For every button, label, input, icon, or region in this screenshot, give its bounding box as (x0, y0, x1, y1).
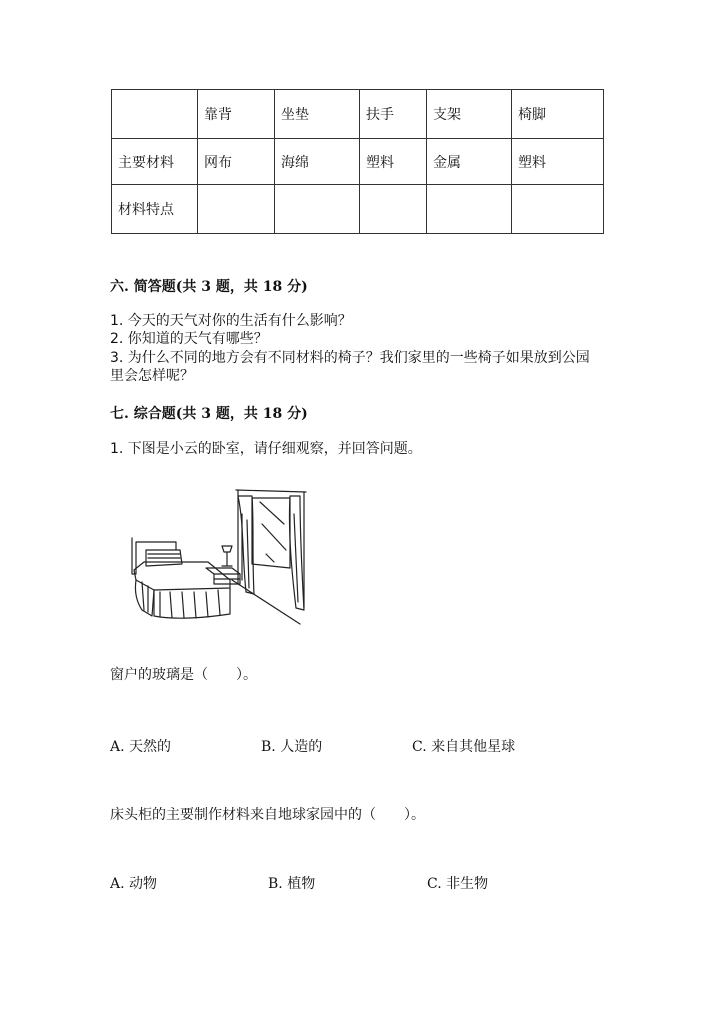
section7-title: 七. 综合题(共 3 题，共 18 分) (110, 406, 308, 422)
question-window-glass: 窗户的玻璃是（ ）。 (110, 667, 257, 683)
table-cell: 海绵 (275, 139, 360, 185)
row-label: 主要材料 (112, 139, 198, 185)
section6-question: 3. 为什么不同的地方会有不同材料的椅子？我们家里的一些椅子如果放到公园 (110, 350, 590, 366)
table-header-cell: 扶手 (360, 90, 427, 139)
window-icon (236, 490, 306, 610)
table-cell: 网布 (198, 139, 275, 185)
table-cell: 塑料 (512, 139, 604, 185)
answer-cell[interactable] (198, 185, 275, 234)
row-label: 材料特点 (112, 185, 198, 234)
table-header-cell (112, 90, 198, 139)
option-c[interactable]: C. 来自其他星球 (412, 739, 516, 755)
lamp-icon (222, 546, 232, 552)
table-header-cell: 靠背 (198, 90, 275, 139)
table-header-cell: 坐垫 (275, 90, 360, 139)
answer-cell[interactable] (275, 185, 360, 234)
bed-icon (132, 538, 230, 618)
answer-cell[interactable] (427, 185, 512, 234)
table-header-cell: 椅脚 (512, 90, 604, 139)
answer-cell[interactable] (512, 185, 604, 234)
option-c[interactable]: C. 非生物 (427, 876, 489, 892)
materials-table (111, 89, 604, 234)
option-a[interactable]: A. 动物 (110, 876, 158, 892)
floor-line (232, 580, 300, 624)
table-header-row (112, 90, 604, 139)
answer-cell[interactable] (360, 185, 427, 234)
section7-intro: 1. 下图是小云的卧室，请仔细观察，并回答问题。 (110, 441, 422, 457)
section6-question-continued: 里会怎样呢？ (110, 368, 194, 384)
table-row (112, 185, 604, 234)
option-b[interactable]: B. 植物 (268, 876, 316, 892)
option-b[interactable]: B. 人造的 (261, 739, 323, 755)
question-nightstand-material: 床头柜的主要制作材料来自地球家园中的（ ）。 (110, 807, 425, 823)
table-cell: 塑料 (360, 139, 427, 185)
table-cell: 金属 (427, 139, 512, 185)
section6-title: 六. 简答题(共 3 题，共 18 分) (110, 279, 308, 295)
table-row (112, 139, 604, 185)
table-header-cell: 支架 (427, 90, 512, 139)
section6-question: 2. 你知道的天气有哪些？ (110, 331, 268, 347)
option-a[interactable]: A. 天然的 (110, 739, 172, 755)
section6-question: 1. 今天的天气对你的生活有什么影响？ (110, 313, 352, 329)
bedroom-illustration (114, 484, 314, 632)
